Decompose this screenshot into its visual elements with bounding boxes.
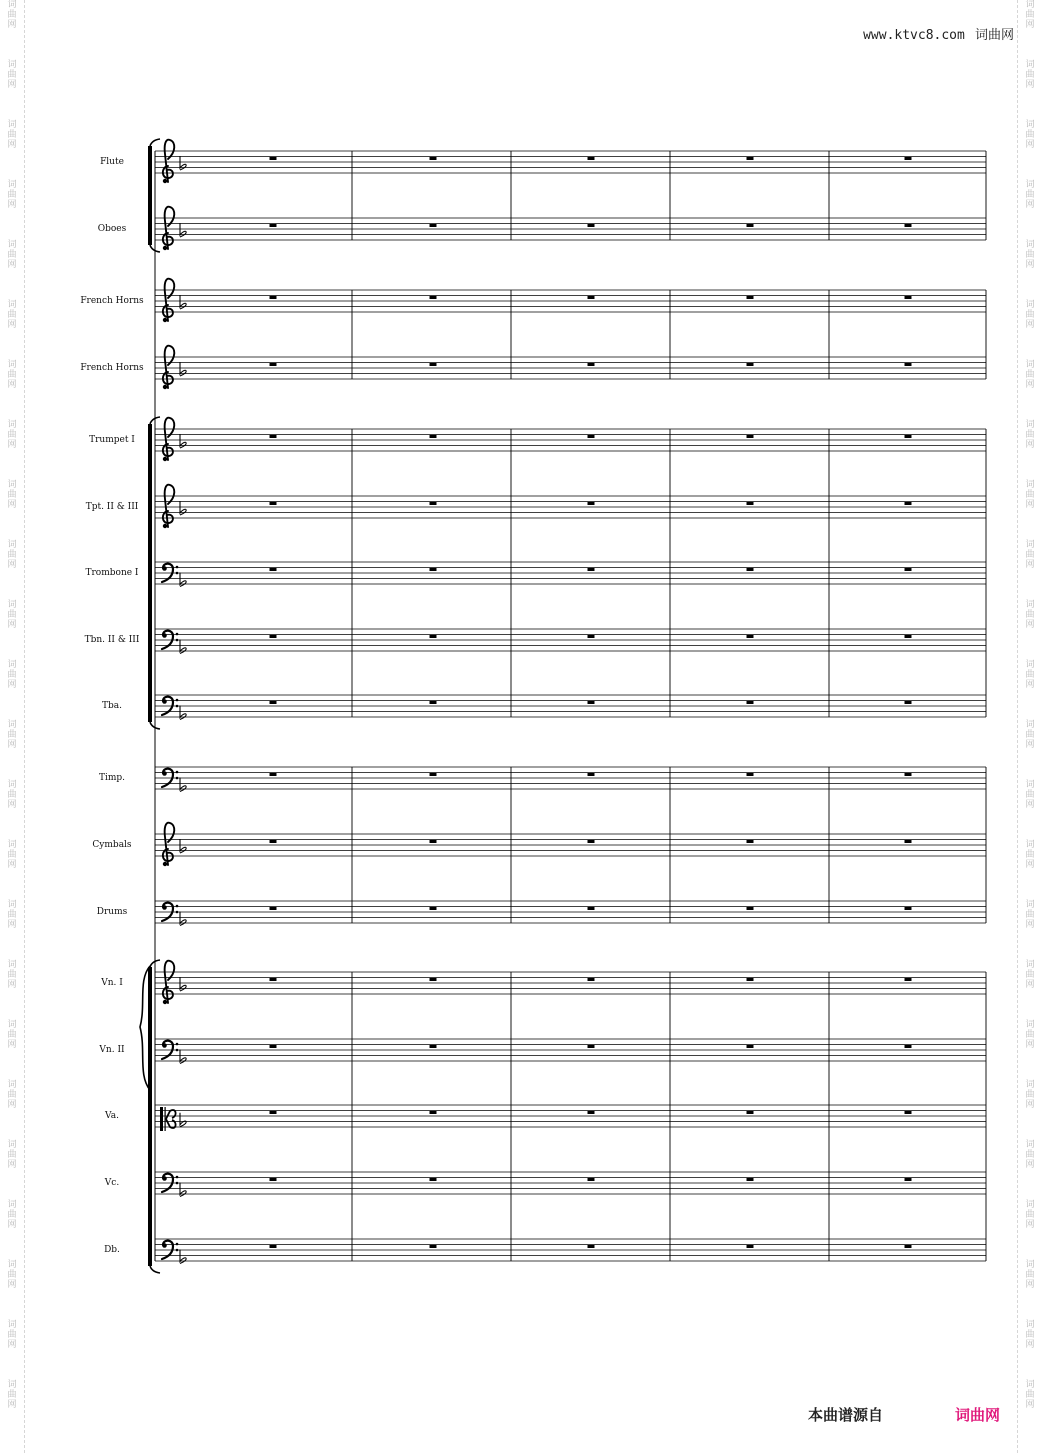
whole-rest [747,840,754,843]
staff [155,901,986,926]
instrument-label: Timp. [98,773,126,783]
whole-rest [905,1245,912,1248]
treble-clef-icon [163,418,174,462]
watermark-glyph-group: 词 曲 网 [1025,0,1035,30]
watermark-glyph-group: 词 曲 网 [1025,1200,1035,1230]
instrument-label: Va. [105,1111,119,1121]
footer-source-label: 本曲谱源自 [808,1406,884,1424]
whole-rest [905,701,912,704]
staff [155,279,986,323]
whole-rest [270,1111,277,1114]
footer-brand-link[interactable]: 词曲网 [955,1406,1001,1424]
whole-rest [588,502,595,505]
whole-rest [430,363,437,366]
watermark-glyph-group: 词 曲 网 [1025,300,1035,330]
watermark-glyph-group: 词 曲 网 [7,420,17,450]
whole-rest [905,773,912,776]
whole-rest [588,635,595,638]
instrument-label: Drums [96,907,128,917]
whole-rest [747,701,754,704]
whole-rest [747,907,754,910]
watermark-glyph-group: 词 曲 网 [1025,1380,1035,1410]
watermark-glyph-group: 词 曲 网 [7,1020,17,1050]
flat-sign-icon [180,573,186,587]
staff [155,1172,986,1197]
instrument-label: Vc. [104,1178,120,1188]
staff [155,629,986,654]
instrument-label: Flute [100,157,124,167]
bracket-hook [150,139,160,146]
watermark-glyph-group: 词 曲 网 [7,1200,17,1230]
whole-rest [747,1045,754,1048]
instrument-label: French Horns [80,296,144,306]
instrument-label: Trumpet I [89,435,135,445]
flat-sign-icon [180,706,186,720]
watermark-glyph-group: 词 曲 网 [1025,480,1035,510]
site-brand: 词曲网 [974,28,1014,43]
flat-sign-icon [180,912,186,926]
whole-rest [430,773,437,776]
whole-rest [270,1245,277,1248]
treble-clef-icon [163,346,174,390]
bracket-bar [148,146,152,245]
site-url[interactable]: www.ktvc8.com [863,28,965,43]
whole-rest [747,635,754,638]
whole-rest [588,840,595,843]
instrument-label: Tpt. II & III [85,502,139,512]
instrument-label: Cymbals [92,840,132,850]
watermark-glyph-group: 词 曲 网 [7,840,17,870]
watermark-glyph-group: 词 曲 网 [7,360,17,390]
watermark-glyph-group: 词 曲 网 [7,60,17,90]
treble-clef-icon [163,140,174,184]
watermark-glyph-group: 词 曲 网 [7,1320,17,1350]
watermark-glyph-group: 词 曲 网 [1025,780,1035,810]
whole-rest [588,157,595,160]
whole-rest [747,1178,754,1181]
whole-rest [747,568,754,571]
whole-rest [588,907,595,910]
watermark-glyph-group: 词 曲 网 [7,960,17,990]
flat-sign-icon [180,778,186,792]
staff [155,695,986,720]
whole-rest [430,978,437,981]
whole-rest [430,907,437,910]
whole-rest [905,907,912,910]
staff [155,207,986,251]
flat-sign-icon [180,640,186,654]
whole-rest [905,1111,912,1114]
watermark-glyph-group: 词 曲 网 [7,180,17,210]
whole-rest [905,1178,912,1181]
treble-clef-icon [163,207,174,251]
whole-rest [430,296,437,299]
whole-rest [270,568,277,571]
watermark-glyph-group: 词 曲 网 [7,240,17,270]
watermark-glyph-group: 词 曲 网 [1025,120,1035,150]
whole-rest [430,635,437,638]
whole-rest [905,157,912,160]
whole-rest [270,224,277,227]
staff [155,1105,986,1131]
whole-rest [430,157,437,160]
staff [155,140,986,184]
watermark-glyph-group: 词 曲 网 [1025,1080,1035,1110]
whole-rest [270,435,277,438]
instrument-label: Tba. [102,701,122,711]
staff [155,562,986,587]
whole-rest [747,157,754,160]
watermark-glyph-group: 词 曲 网 [1025,240,1035,270]
watermark-glyph-group: 词 曲 网 [7,480,17,510]
whole-rest [588,1178,595,1181]
whole-rest [588,1045,595,1048]
whole-rest [905,1045,912,1048]
watermark-glyph-group: 词 曲 网 [1025,60,1035,90]
treble-clef-icon [163,485,174,529]
staff [155,823,986,867]
flat-sign-icon [180,1113,186,1127]
flat-sign-icon [180,977,186,991]
instrument-label: Tbn. II & III [84,635,140,645]
whole-rest [905,568,912,571]
watermark-glyph-group: 词 曲 网 [7,300,17,330]
whole-rest [430,1245,437,1248]
whole-rest [270,296,277,299]
whole-rest [747,296,754,299]
watermark-glyph-group: 词 曲 网 [7,1260,17,1290]
whole-rest [747,978,754,981]
whole-rest [588,296,595,299]
whole-rest [905,502,912,505]
whole-rest [270,363,277,366]
staff [155,1239,986,1264]
whole-rest [270,1178,277,1181]
whole-rest [747,502,754,505]
whole-rest [747,773,754,776]
bracket-bar [148,424,152,722]
staff [155,961,986,1005]
watermark-glyph-group: 词 曲 网 [1025,180,1035,210]
watermark-glyph-group: 词 曲 网 [1025,600,1035,630]
whole-rest [588,363,595,366]
whole-rest [588,568,595,571]
whole-rest [905,435,912,438]
watermark-glyph-group: 词 曲 网 [1025,720,1035,750]
watermark-glyph-group: 词 曲 网 [1025,660,1035,690]
instrument-label: Vn. I [101,978,123,988]
whole-rest [905,840,912,843]
whole-rest [905,635,912,638]
whole-rest [270,1045,277,1048]
bracket [148,139,160,252]
flat-sign-icon [180,839,186,853]
watermark-glyph-group: 词 曲 网 [1025,360,1035,390]
whole-rest [588,701,595,704]
watermark-glyph-group: 词 曲 网 [1025,960,1035,990]
whole-rest [270,978,277,981]
whole-rest [588,1111,595,1114]
watermark-glyph-group: 词 曲 网 [7,780,17,810]
whole-rest [588,978,595,981]
instrument-label: Vn. II [99,1045,125,1055]
watermark-glyph-group: 词 曲 网 [1025,1140,1035,1170]
whole-rest [270,773,277,776]
whole-rest [905,296,912,299]
whole-rest [747,1245,754,1248]
watermark-glyph-group: 词 曲 网 [7,120,17,150]
watermark-glyph-group: 词 曲 网 [1025,900,1035,930]
whole-rest [430,1178,437,1181]
bracket-bar [148,967,152,1266]
flat-sign-icon [180,501,186,515]
watermark-glyph-group: 词 曲 网 [1025,1320,1035,1350]
bracket-hook [150,1266,160,1273]
whole-rest [430,502,437,505]
whole-rest [747,435,754,438]
staff [155,418,986,462]
watermark-glyph-group: 词 曲 网 [7,600,17,630]
whole-rest [905,224,912,227]
whole-rest [588,224,595,227]
whole-rest [430,1045,437,1048]
whole-rest [747,224,754,227]
whole-rest [270,840,277,843]
watermark-glyph-group: 词 曲 网 [7,0,17,30]
whole-rest [430,568,437,571]
watermark-glyph-group: 词 曲 网 [7,1380,17,1410]
staff [155,1039,986,1064]
watermark-glyph-group: 词 曲 网 [7,660,17,690]
watermark-glyph-group: 词 曲 网 [1025,840,1035,870]
whole-rest [270,701,277,704]
instrument-label: Oboes [97,224,127,234]
watermark-glyph-group: 词 曲 网 [7,720,17,750]
watermark-glyph-group: 词 曲 网 [7,1140,17,1170]
watermark-glyph-group: 词 曲 网 [7,900,17,930]
whole-rest [588,1245,595,1248]
whole-rest [747,363,754,366]
whole-rest [430,435,437,438]
whole-rest [270,502,277,505]
instrument-label: French Horns [80,363,144,373]
treble-clef-icon [163,961,174,1005]
watermark-glyph-group: 词 曲 网 [1025,420,1035,450]
bracket [148,960,160,1273]
watermark-glyph-group: 词 曲 网 [7,1080,17,1110]
watermark-glyph-group: 词 曲 网 [7,540,17,570]
instrument-label: Trombone I [85,568,139,578]
watermark-glyph-group: 词 曲 网 [1025,540,1035,570]
whole-rest [270,157,277,160]
whole-rest [747,1111,754,1114]
whole-rest [430,1111,437,1114]
treble-clef-icon [163,823,174,867]
staff [155,485,986,529]
whole-rest [270,635,277,638]
whole-rest [430,701,437,704]
whole-rest [430,840,437,843]
whole-rest [588,435,595,438]
instrument-label: Db. [104,1245,120,1255]
whole-rest [270,907,277,910]
watermark-glyph-group: 词 曲 网 [1025,1020,1035,1050]
whole-rest [588,773,595,776]
staff [155,767,986,792]
whole-rest [905,363,912,366]
page-footer [0,1404,1042,1428]
treble-clef-icon [163,279,174,323]
whole-rest [905,978,912,981]
watermark-glyph-group: 词 曲 网 [1025,1260,1035,1290]
staff [155,346,986,390]
whole-rest [430,224,437,227]
